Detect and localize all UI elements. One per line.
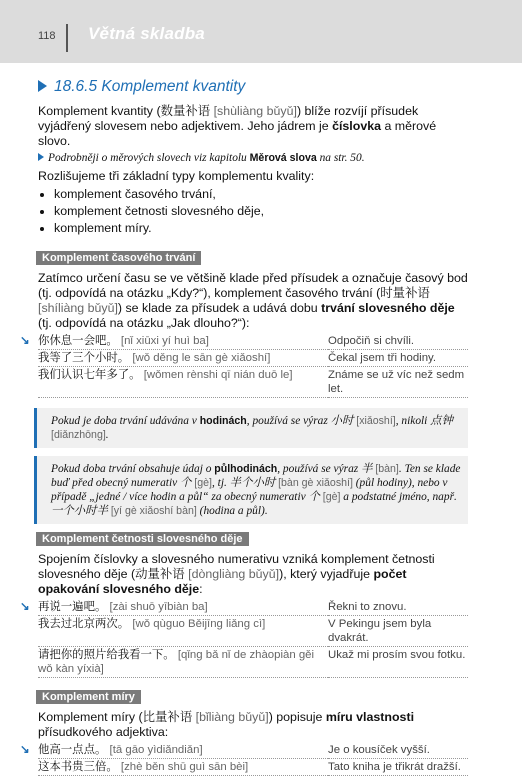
pinyin: [dòngliàng bǔyǔ]	[188, 567, 280, 581]
text: , nikoli 点钟	[395, 415, 453, 427]
example-translation: Odpočiň si chvíli.	[328, 333, 468, 350]
table-row	[38, 333, 468, 350]
text: :	[199, 582, 203, 596]
subsection-heading: Komplement míry	[36, 690, 141, 704]
info-box	[34, 408, 468, 448]
subsection-heading: Komplement četnosti slovesného děje	[36, 532, 249, 546]
table-row	[38, 616, 468, 647]
pinyin: [qǐng bǎ nǐ de zhàopiàn gěi wǒ kàn yíxià]	[38, 649, 315, 675]
types-list	[38, 186, 468, 237]
example-translation: Známe se už víc než sedm let.	[328, 367, 468, 398]
example-translation: V Pekingu jsem byla dvakrát.	[328, 616, 468, 647]
text: (hodina a půl).	[196, 505, 268, 517]
bold-term: číslovka	[332, 119, 381, 133]
pinyin: [diǎnzhōng]	[51, 429, 106, 441]
text: , tj. 半个小时	[211, 477, 279, 489]
hanzi: 你休息一会吧。	[38, 335, 118, 347]
subsection-heading: Komplement časového trvání	[36, 251, 201, 265]
pinyin: [xiǎoshí]	[356, 415, 396, 427]
header-divider	[66, 24, 68, 52]
arrow-icon: ↘	[20, 601, 30, 613]
examples-table	[20, 333, 468, 398]
triangle-icon	[38, 153, 44, 161]
info-box	[34, 456, 468, 524]
example-chinese	[38, 616, 328, 647]
text: na str. 50.	[316, 152, 365, 164]
hanzi: 我们认识七年多了。	[38, 369, 141, 381]
bold-term: hodinách	[199, 415, 247, 427]
hanzi: 我去过北京两次。	[38, 618, 130, 630]
page-header	[0, 0, 522, 63]
examples-table	[20, 599, 468, 678]
table-row	[38, 742, 468, 759]
pinyin: [wǒ děng le sān gè xiǎoshí]	[132, 352, 271, 364]
example-translation: Ukaž mi prosím svou fotku.	[328, 647, 468, 678]
arrow-icon: ↘	[20, 744, 30, 756]
time-paragraph	[38, 271, 468, 331]
example-chinese	[38, 367, 328, 398]
pinyin: [gè]	[194, 477, 212, 489]
table-row	[38, 350, 468, 367]
example-translation: Je o kousíček vyšší.	[328, 742, 468, 759]
pinyin: [gè]	[322, 491, 341, 503]
text: . Ten se klade buď před obecný numerativ 个	[51, 463, 461, 489]
text: ) se klade za přísudek a udává dobu	[117, 301, 322, 315]
cross-reference-link[interactable]: Měrová slova	[249, 152, 317, 164]
pinyin: [shíliàng bǔyǔ]	[38, 301, 118, 315]
example-chinese	[38, 647, 328, 678]
text: a podstatné jméno, např. 一个小时半	[51, 491, 457, 517]
intro-paragraph	[38, 104, 468, 149]
text: Pokud je doba trvání udávána v	[51, 415, 200, 427]
text: Pokud doba trvání obsahuje údaj o	[51, 463, 215, 475]
arrow-icon: ↘	[20, 335, 30, 347]
frequency-paragraph	[38, 552, 468, 597]
example-translation: Tato kniha je třikrát dražší.	[328, 759, 468, 776]
text: , používá se výraz 半	[277, 463, 376, 475]
hanzi: 我等了三个小时。	[38, 352, 130, 364]
text: ) popisuje	[268, 710, 326, 724]
example-chinese	[38, 350, 328, 367]
text: Komplement kvantity (数量补语	[38, 104, 214, 118]
table-row	[38, 367, 468, 398]
cross-reference-note	[38, 151, 468, 165]
page-content	[20, 78, 468, 780]
chapter-title: Větná skladba	[88, 24, 205, 43]
text: a měrové slovo.	[38, 119, 437, 148]
triangle-icon	[38, 80, 47, 92]
text: ), který vyjadřuje	[279, 567, 374, 581]
example-translation: Čekal jsem tři hodiny.	[328, 350, 468, 367]
text: Zatímco určení času se ve většině klade před přísudek a označuje časový bod (tj. odpovídá na otázku „Kdy?“), komplement časového trvání (时量补语	[38, 271, 468, 300]
examples-table	[20, 742, 468, 776]
example-chinese	[38, 759, 328, 776]
pinyin: [shùliàng bǔyǔ]	[213, 104, 297, 118]
text: (tj. odpovídá na otázku „Jak dlouho?“):	[38, 316, 250, 330]
pinyin: [bǐliàng bǔyǔ]	[195, 710, 269, 724]
section-title	[38, 78, 468, 100]
example-chinese	[20, 333, 328, 350]
text: Spojením číslovky a slovesného numerativu vzniká komplement četnosti slovesného děje (动量补语	[38, 552, 435, 581]
pinyin: [wǒmen rènshi qī nián duō le]	[143, 369, 293, 381]
list-item: • komplement četnosti slovesného děje,	[54, 203, 468, 220]
measure-paragraph	[38, 710, 468, 740]
text: přísudkového adjektiva:	[38, 725, 169, 739]
text: .	[105, 429, 109, 441]
list-item: • komplement míry.	[54, 220, 468, 237]
page-number: 118	[38, 30, 56, 42]
bold-term: počet opakování slovesného děje	[38, 567, 407, 596]
text: (půl hodiny), nebo v případě „jedné / více hodin a půl“ za obecný numerativ 个	[51, 477, 448, 503]
hanzi: 他高一点点。	[38, 744, 107, 756]
hanzi: 再说一遍吧。	[38, 601, 107, 613]
text: , používá se výraz 小时	[246, 415, 357, 427]
pinyin: [bàn gè xiǎoshí]	[278, 477, 353, 489]
example-translation: Řekni to znovu.	[328, 599, 468, 616]
bold-term: trvání slovesného děje	[321, 301, 455, 315]
list-item: • komplement časového trvání,	[54, 186, 468, 203]
hanzi: 请把你的照片给我看一下。	[38, 649, 175, 661]
text: ) blíže rozvíjí přísudek vyjádřený slovesem nebo adjektivem. Jeho jádrem je	[38, 104, 419, 133]
section-title-text: 18.6.5 Komplement kvantity	[54, 78, 246, 95]
pinyin: [yí gè xiǎoshí bàn]	[110, 505, 197, 517]
example-chinese	[20, 742, 328, 759]
table-row	[38, 759, 468, 776]
bold-term: půlhodinách	[214, 463, 278, 475]
text: Podrobněji o měrových slovech viz kapitolu	[48, 152, 250, 164]
hanzi: 这本书贵三倍。	[38, 761, 118, 773]
pinyin: [zhè běn shū guì sān bèi]	[120, 761, 249, 773]
pinyin: [wǒ qùguo Běijīng liǎng cì]	[132, 618, 266, 630]
bold-term: míru vlastnosti	[325, 710, 415, 724]
types-paragraph: Rozlišujeme tři základní typy komplementu kvality:	[38, 169, 315, 183]
pinyin: [nǐ xiūxi yí huì ba]	[120, 335, 209, 347]
table-row	[38, 599, 468, 616]
pinyin: [tā gāo yìdiǎndiǎn]	[109, 744, 203, 756]
pinyin: [bàn]	[375, 463, 399, 475]
text: Komplement míry (比量补语	[38, 710, 196, 724]
table-row	[38, 647, 468, 678]
example-chinese	[20, 599, 328, 616]
pinyin: [zài shuō yībiàn ba]	[109, 601, 208, 613]
